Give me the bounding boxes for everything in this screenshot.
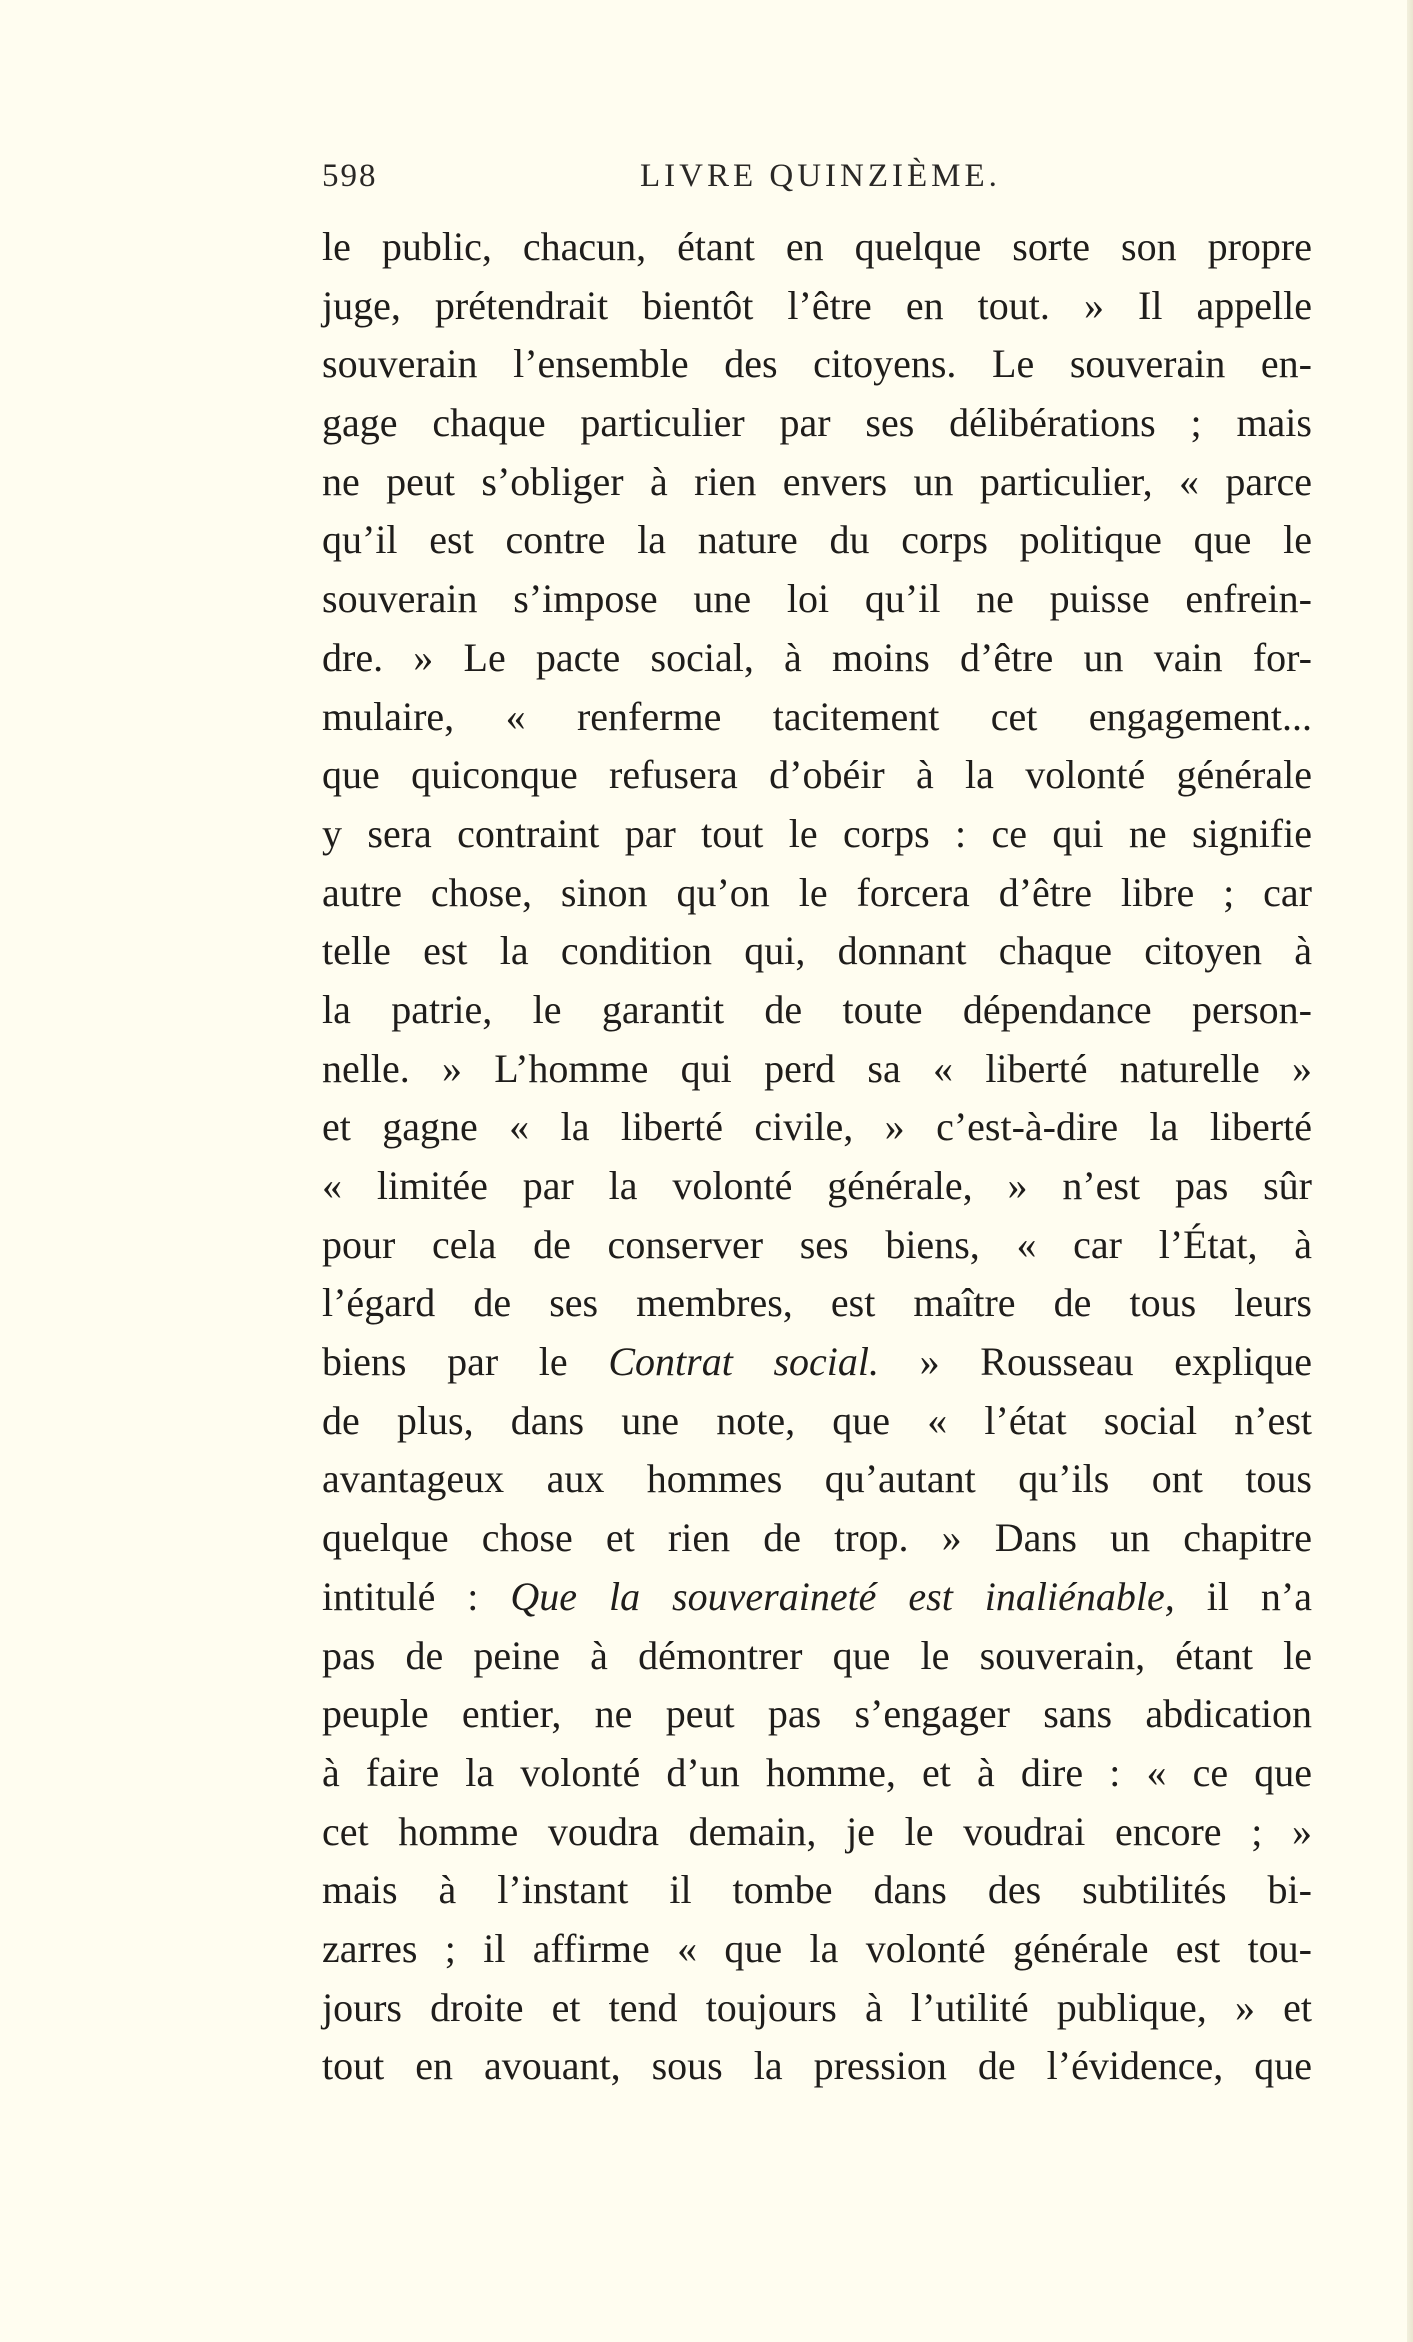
text-line: à faire la volonté d’un homme, et à dire : « ce que — [322, 1749, 1312, 1795]
text-line: qu’il est contre la nature du corps politique que le — [322, 517, 1312, 563]
text-line: l’égard de ses membres, est maître de tous leurs — [322, 1280, 1312, 1326]
text-line: tout en avouant, sous la pression de l’évidence, que — [322, 2043, 1312, 2089]
text-line — [322, 1568, 1312, 1627]
text-line: quelque chose et rien de trop. » Dans un chapitre — [322, 1515, 1312, 1561]
text-line: ne peut s’obliger à rien envers un particulier, « parce — [322, 458, 1312, 504]
text-segment: il n’a — [1174, 1573, 1312, 1619]
italic-title: Contrat social. — [608, 1339, 879, 1385]
text-line: peuple entier, ne peut pas s’engager sans abdication — [322, 1691, 1312, 1737]
text-line: mais à l’instant il tombe dans des subtilités bi- — [322, 1867, 1312, 1913]
text-line: souverain s’impose une loi qu’il ne puisse enfrein- — [322, 576, 1312, 622]
text-line: pour cela de conserver ses biens, « car l’État, à — [322, 1221, 1312, 1267]
body-text — [322, 218, 1312, 2096]
text-line: telle est la condition qui, donnant chaque citoyen à — [322, 928, 1312, 974]
text-line: zarres ; il affirme « que la volonté générale est tou- — [322, 1925, 1312, 1971]
text-line: et gagne « la liberté civile, » c’est-à-dire la liberté — [322, 1104, 1312, 1150]
italic-title: Que la souveraineté est inaliénable, — [510, 1573, 1175, 1619]
text-line: de plus, dans une note, que « l’état social n’est — [322, 1397, 1312, 1443]
text-line: pas de peine à démontrer que le souverain, étant le — [322, 1632, 1312, 1678]
page-header — [322, 158, 1012, 202]
text-line: nelle. » L’homme qui perd sa « liberté naturelle » — [322, 1045, 1312, 1091]
page-number: 598 — [322, 158, 378, 194]
text-line: autre chose, sinon qu’on le forcera d’être libre ; car — [322, 869, 1312, 915]
text-line: y sera contraint par tout le corps : ce qui ne signifie — [322, 810, 1312, 856]
text-line: que quiconque refusera d’obéir à la volonté générale — [322, 752, 1312, 798]
text-segment: » Rousseau explique — [879, 1339, 1312, 1385]
text-segment: intitulé : — [322, 1573, 511, 1619]
text-line: cet homme voudra demain, je le voudrai encore ; » — [322, 1808, 1312, 1854]
text-line: jours droite et tend toujours à l’utilité publique, » et — [322, 1984, 1312, 2030]
text-segment: biens par le — [322, 1339, 609, 1385]
text-line: la patrie, le garantit de toute dépendance person- — [322, 986, 1312, 1032]
page-edge — [1407, 0, 1413, 2342]
text-line: « limitée par la volonté générale, » n’est pas sûr — [322, 1163, 1312, 1208]
text-line: avantageux aux hommes qu’autant qu’ils ont tous — [322, 1456, 1312, 1502]
text-line: gage chaque particulier par ses délibérations ; mais — [322, 400, 1312, 446]
text-line: le public, chacun, étant en quelque sorte son propre — [322, 224, 1312, 269]
text-line — [322, 1333, 1312, 1392]
text-line: juge, prétendrait bientôt l’être en tout. » Il appelle — [322, 282, 1312, 328]
text-line: dre. » Le pacte social, à moins d’être un vain for- — [322, 634, 1312, 680]
text-line: souverain l’ensemble des citoyens. Le souverain en- — [322, 341, 1312, 387]
running-head: LIVRE QUINZIÈME. — [640, 158, 1001, 194]
text-line: mulaire, « renferme tacitement cet engagement... — [322, 693, 1312, 739]
